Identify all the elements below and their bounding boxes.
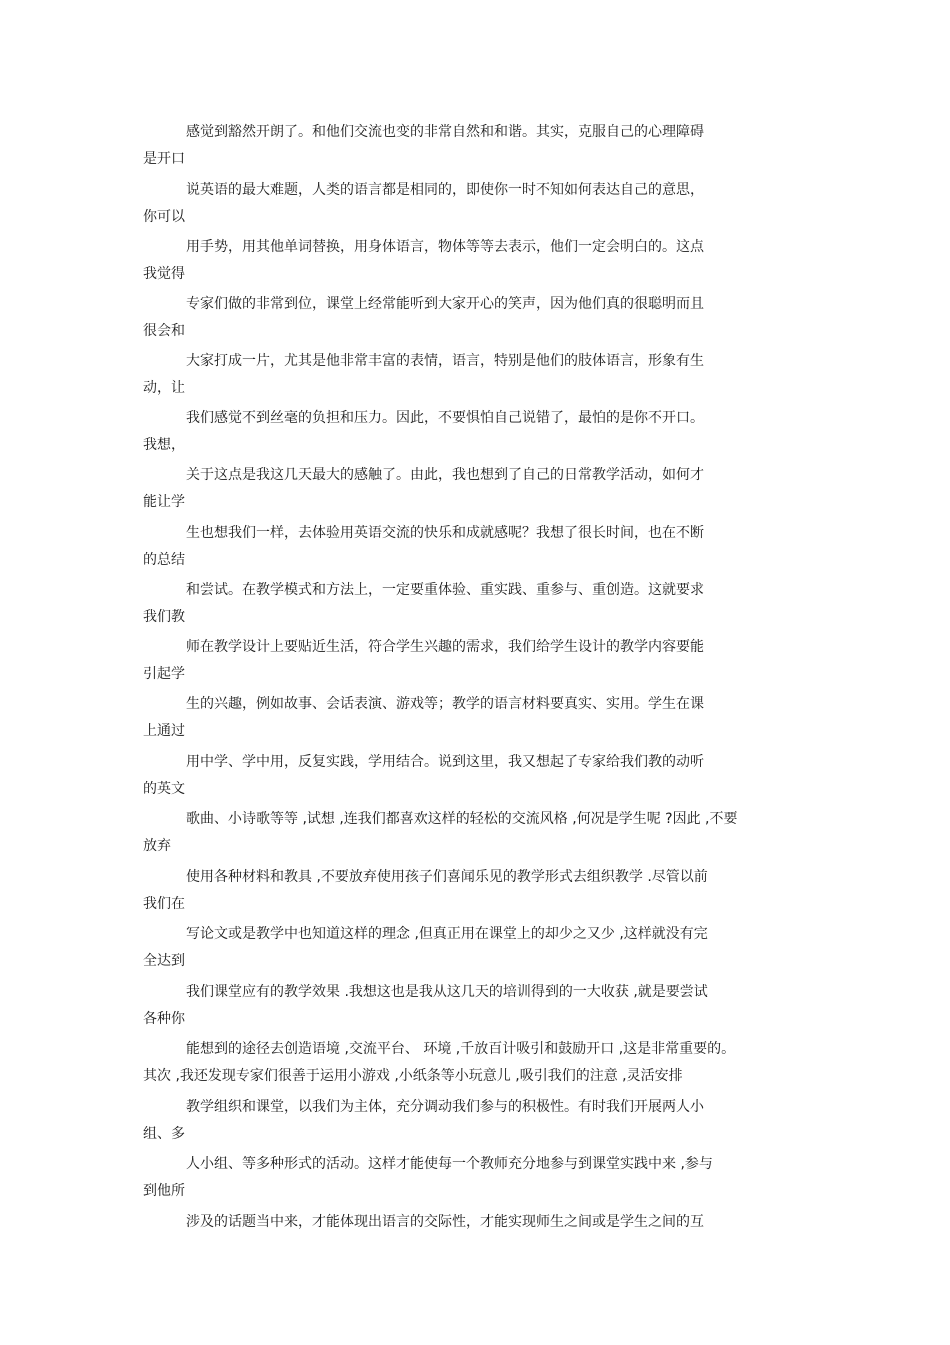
paragraph-wrap-line: 引起学	[143, 666, 185, 682]
paragraph-wrap-line: 各种你	[143, 1011, 185, 1027]
paragraph-line: 教学组织和课堂，以我们为主体，充分调动我们参与的积极性。有时我们开展两人小	[186, 1099, 704, 1115]
paragraph-wrap-line: 是开口	[143, 151, 185, 167]
paragraph-wrap-line: 我们在	[143, 896, 185, 912]
paragraph-line: 专家们做的非常到位，课堂上经常能听到大家开心的笑声，因为他们真的很聪明而且	[186, 296, 704, 312]
paragraph-wrap-line: 很会和	[143, 323, 185, 339]
paragraph-wrap-line: 我觉得	[143, 266, 185, 282]
paragraph-line: 关于这点是我这几天最大的感触了。由此，我也想到了自己的日常教学活动，如何才	[186, 467, 704, 483]
paragraph-line: 写论文或是教学中也知道这样的理念 ,但真正用在课堂上的却少之又少 ,这样就没有完	[186, 926, 708, 942]
paragraph-line: 大家打成一片，尤其是他非常丰富的表情，语言，特别是他们的肢体语言，形象有生	[186, 353, 704, 369]
paragraph-wrap-line: 上通过	[143, 723, 185, 739]
paragraph-wrap-line: 的英文	[143, 781, 185, 797]
paragraph-line: 用手势，用其他单词替换，用身体语言，物体等等去表示，他们一定会明白的。这点	[186, 239, 704, 255]
paragraph-line: 我们课堂应有的教学效果 .我想这也是我从这几天的培训得到的一大收获 ,就是要尝试	[186, 984, 708, 1000]
paragraph-wrap-line: 到他所	[143, 1183, 185, 1199]
paragraph-line: 说英语的最大难题，人类的语言都是相同的，即使你一时不知如何表达自己的意思，	[186, 182, 704, 198]
paragraph-wrap-line: 我们教	[143, 609, 185, 625]
paragraph-line: 和尝试。在教学模式和方法上，一定要重体验、重实践、重参与、重创造。这就要求	[186, 582, 704, 598]
paragraph-wrap-line: 组、多	[143, 1126, 185, 1142]
paragraph-line: 人小组、等多种形式的活动。这样才能使每一个教师充分地参与到课堂实践中来 ,参与	[186, 1156, 713, 1172]
paragraph-wrap-line: 能让学	[143, 494, 185, 510]
paragraph-line: 能想到的途径去创造语境 ,交流平台、 环境 ,千放百计吸引和鼓励开口 ,这是非常重要的。	[186, 1041, 736, 1057]
paragraph-wrap-line: 我想，	[143, 437, 185, 453]
paragraph-wrap-line: 其次 ,我还发现专家们很善于运用小游戏 ,小纸条等小玩意儿 ,吸引我们的注意 ,灵活安排	[143, 1068, 683, 1084]
paragraph-line: 师在教学设计上要贴近生活，符合学生兴趣的需求，我们给学生设计的教学内容要能	[186, 639, 704, 655]
paragraph-line: 使用各种材料和教具 ,不要放弃使用孩子们喜闻乐见的教学形式去组织教学 .尽管以前	[186, 869, 708, 885]
paragraph-line: 生也想我们一样，去体验用英语交流的快乐和成就感呢？我想了很长时间，也在不断	[186, 525, 704, 541]
paragraph-wrap-line: 的总结	[143, 552, 185, 568]
paragraph-line: 生的兴趣，例如故事、会话表演、游戏等；教学的语言材料要真实、实用。学生在课	[186, 696, 704, 712]
paragraph-wrap-line: 放弃	[143, 838, 171, 854]
paragraph-line: 歌曲、小诗歌等等 ,试想 ,连我们都喜欢这样的轻松的交流风格 ,何况是学生呢 ?因此 ,不要	[186, 811, 738, 827]
paragraph-wrap-line: 动，让	[143, 380, 185, 396]
paragraph-wrap-line: 全达到	[143, 953, 185, 969]
paragraph-line: 感觉到豁然开朗了。和他们交流也变的非常自然和和谐。其实，克服自己的心理障碍	[186, 124, 704, 140]
paragraph-wrap-line: 你可以	[143, 209, 185, 225]
paragraph-line: 用中学、学中用，反复实践，学用结合。说到这里，我又想起了专家给我们教的动听	[186, 754, 704, 770]
paragraph-line: 我们感觉不到丝毫的负担和压力。因此，不要惧怕自己说错了，最怕的是你不开口。	[186, 410, 704, 426]
paragraph-line: 涉及的话题当中来，才能体现出语言的交际性，才能实现师生之间或是学生之间的互	[186, 1214, 704, 1230]
